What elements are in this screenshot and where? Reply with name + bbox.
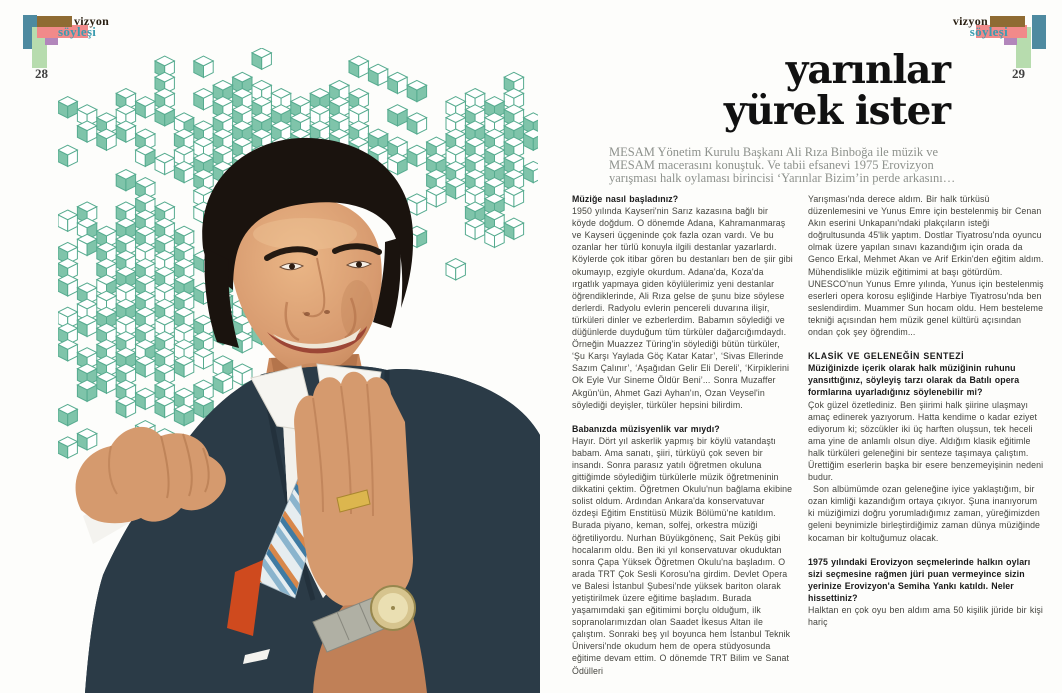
article-answer: Yarışması'nda derece aldım. Bir halk türküsü düzenlemesini ve Yunus Emre için bestelenmiş bir Cenan Akın eserini Unkapanı'ndaki plakçıların isteği doğrultusunda 45'lik yaptım. Dostlar Tiyatrosu'nda oyuncu olmak üzere yapılan sınavı kazandığım için orada da Genco Erkal, Mehmet Akan ve Arif Erkin'den eğitim aldım. Mühendislikle müzik eğitimimi at başı götürdüm. UNESCO'nun Yunus Emre yılında, Yunus için bestelenmiş eserleri opera korosu eşliğinde Harbiye Tiyatrosu'nda ben seslendirdim. Muammer Sun hocam oldu. Hem besteleme tekniği açısından hem müzik genel kültürü açısından ondan çok şey öğrendim...: [808, 194, 1044, 338]
magazine-section-label: vizyon: [74, 14, 110, 28]
feature-type-label: söyleşi: [969, 24, 1008, 39]
article-column-left: [572, 193, 793, 677]
page-number-right: 29: [1012, 66, 1025, 81]
article-question: Müziğe nasıl başladınız?: [572, 194, 679, 204]
page-number-left: 28: [35, 66, 48, 81]
magazine-section-label: vizyon: [952, 14, 988, 28]
headline-line-1: yarınlar: [785, 47, 950, 93]
article-answer: 1950 yılında Kayseri'nin Sarız kazasına bağlı bir köyde doğdum. O dönemde Adana, Kahramanmaraş ve Kayseri üçgeninde çok fazla ozan vardı. Ve bu ozanlar her türlü konuyla ilgili destanlar yazarlardı. Köylerde çok itibar gören bu destanları ben de şiir gibi okumayıp, ezgiyle okurdum. Adana'da, Koza'da ırgatlık yapmaya giden köylülerimiz yeni destanlar öğrendiklerinde, Ali Rıza gelse de şunu bize söylese derlerdi. Radyolu evlerin pencereli duvarına ilişir, türküleri dinler ve ezberlerdim. Babamın söylediği ve düğünlerde duyduğum tüm türküler dağarcığımdaydı. Örneğin Muazzez Türing'in söylediği bütün türküler, ‘Şu Karşı Yaylada Göç Katar Katar’, ‘Sivas Ellerinde Sazım Çalınır’, ‘Aşağıdan Gelir Eli Dereli’, ‘Kirpiklerini Ok Eyle Vur Sineme Öldür Beni’... Sonra Muzaffer Akgün'ün, Ahmet Gazi Ayhan'ın, Ozan Veysel'in söylediği deyişler, türküler hepsini bilirdim.: [572, 206, 793, 410]
article-question: 1975 yılındaki Erovizyon seçmelerinde halkın oyları sizi seçmesine rağmen jüri puan vermeyince sizin yerinize Erovizyon'a Semiha Yankı katıldı. Neler hissettiniz?: [808, 556, 1031, 603]
ali-riza-binboga-photo: [55, 130, 540, 693]
headline: [723, 47, 950, 134]
article-answer: Hayır. Dört yıl askerlik yapmış bir köylü vatandaştı babam. Ama sanatı, şiiri, türküyü çok seven bir insandı. Sonra parasız yatılı öğretmen okuluna gittiğimde söylediğim türkülerle müzik öğretmeninin dikkatini çektim. Öğretmen Okulu'nun bağlama ekibine solist oldum. Ardından Ankara'da konservatuvar özdeşi Eğitim Enstitüsü Müzik Bölümü'ne katıldım. Burada piyano, keman, solfej, orkestra müziği öğretiliyordu. Nurhan Büyükgönenç, Sait Peküş gibi hocalarım oldu. Ben iki yıl konservatuvar okuduktan sonra Çapa Yüksek Öğretmen Okulu'na başladım. O arada TRT Çok Sesli Korosu'na girdim. Devlet Opera ve Balesi İstanbul Şubesi'nde yüksek bariton olarak yetiştirilmek üzere eğitime başladım. Burada yaşamımdaki şan eğitimimi borçlu olduğum, ilk sopranolarımızdan olan Saadet İkesus Altan ile çalıştım. Sonraki beş yıl boyunca hem İstanbul Teknik Üniversi'nde okudum hem de opera stüdyosunda eğitime devam ettim. O dönemde TRT Bilim ve Sanat Ödülleri: [572, 435, 793, 676]
article-answer: Halktan en çok oyu ben aldım ama 50 kişilik jüride bir kişi hariç: [808, 605, 1043, 628]
section-tag-right: [948, 14, 1062, 80]
feature-type-label: söyleşi: [58, 24, 97, 39]
logo-block-teal: [1032, 15, 1046, 49]
article-answer-cont: Son albümümde ozan geleneğine iyice yaklaştığım, bir ozan kimliği kazandığım ortaya çıkıyor. Şuna inanıyorum ki müziğimizi doğru yorumladığımız zaman, yüreğimizden geleni beynimizle birleştirdiğimiz zaman dünya müziğinde kocaman bir koltuğumuz olacak.: [808, 484, 1041, 543]
article-question: Müziğinizde içerik olarak halk müziğinin ruhunu yansıttığınız, söyleyiş tarzı olarak da Batılı opera formlarına uyarladığınız söylenebilir mi?: [808, 363, 1020, 398]
article-answer: Çok güzel özetlediniz. Ben şiirimi halk şiirine ulaşmayı amaç edinerek yazıyorum. Hatta kendime o kadar eziyet ediyorum ki; sözcükler iki üç harften oluşsun, tek heceli ama yine de anlamlı olsun diye. Aldığım klasik eğitimle halk türküleri geleneğini bir senteze taşımaya çalıştım. Ürettiğim eserlerin başka bir esere benzemeyişinin nedeni budur.: [808, 399, 1044, 483]
article-column-right: [808, 193, 1044, 628]
section-tag-left: [23, 14, 143, 80]
standfirst: MESAM Yönetim Kurulu Başkanı Ali Rıza Binboğa ile müzik ve MESAM macerasını konuştuk. Ve tabii efsanevi 1975 Erovizyon yarışması halk oylaması birincisi ‘Yarınlar Bizim’in perde arkasını…: [609, 145, 956, 186]
headline-line-2: yürek ister: [723, 88, 950, 134]
article-section: KLASİK VE GELENEĞİN SENTEZİ: [808, 351, 965, 362]
article-question: Babanızda müzisyenlik var mıydı?: [572, 423, 720, 434]
